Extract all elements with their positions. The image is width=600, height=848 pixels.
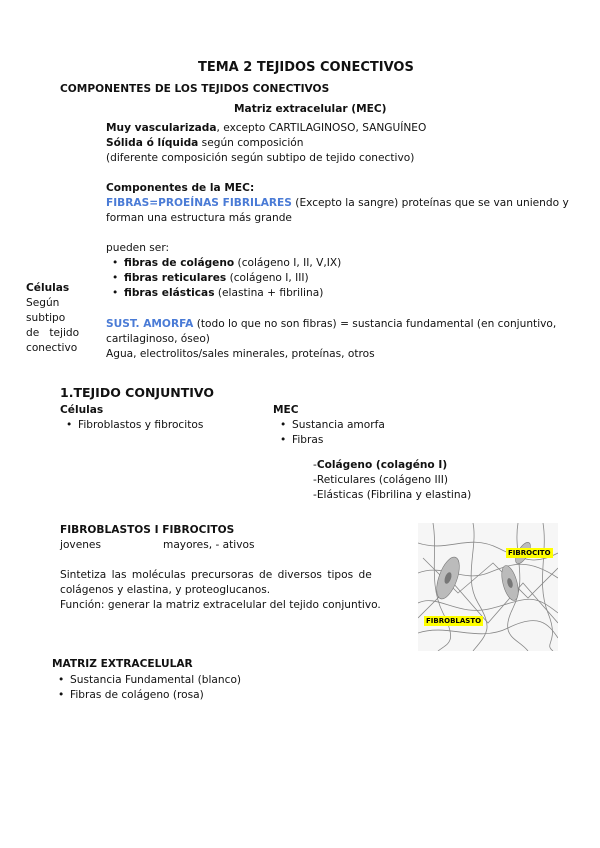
section1-cells-heading: Células [60,404,104,416]
fibrocito-label: FIBROCITO [508,549,551,557]
fibroblast-micrograph-image [418,523,558,651]
mec-property-1 [106,122,426,134]
fibro-description-1: Sintetiza las moléculas precursoras de diversos tipos de [60,569,372,581]
section1-mec-item: • Sustancia amorfa [292,419,385,431]
micrograph-drawing [418,523,558,651]
amorfa-line-2: cartilaginoso, óseo) [106,333,210,345]
fiber-type-name: fibras reticulares [124,272,227,284]
fibras-sub-prefix: - [313,459,317,471]
fiber-type-detail: (colágeno I, II, V,IX) [234,257,342,269]
fibroblasto-label: FIBROBLASTO [426,617,482,625]
fiber-type-item [124,287,323,299]
side-cells-line: de tejido [26,327,80,339]
fibras-line-2: forman una estructura más grande [106,212,292,224]
amorfa-label: SUST. AMORFA [106,318,194,330]
fibras-label: FIBRAS=PROEÍNAS FIBRILARES [106,197,292,209]
page-title: TEMA 2 TEJIDOS CONECTIVOS [198,60,414,75]
matriz-heading: MATRIZ EXTRACELULAR [52,658,193,670]
mec-property-2-bold: Sólida ó líquida [106,137,199,149]
fibras-sub-text: Elásticas (Fibrilina y elastina) [316,489,472,501]
mec-property-2-text: según composición [198,137,304,149]
pueden-ser: pueden ser: [106,242,170,254]
matriz-item: • Fibras de colágeno (rosa) [70,689,204,701]
fiber-type-name: fibras elásticas [124,287,215,299]
side-cells-line: conectivo [26,342,78,354]
fiber-type-item [124,257,341,269]
fiber-type-detail: (elastina + fibrilina) [214,287,324,299]
mec-property-1-bold: Muy vascularizada [106,122,217,134]
fibras-sub-item [313,459,447,471]
section1-mec-item: • Fibras [292,434,323,446]
amorfa-line-3: Agua, electrolitos/sales minerales, proteínas, otros [106,348,375,360]
section1-mec-heading: MEC [273,404,299,416]
mec-property-2 [106,137,304,149]
section1-heading: 1.TEJIDO CONJUNTIVO [60,385,214,400]
fiber-type-name: fibras de colágeno [124,257,235,269]
side-cells-line: Según [26,297,60,309]
side-cells-heading: Células [26,282,70,294]
fibras-sub-prefix: - [313,474,317,486]
matriz-item: • Sustancia Fundamental (blanco) [70,674,241,686]
fibro-function: Función: generar la matriz extracelular del tejido conjuntivo. [60,599,381,611]
mec-heading: Matriz extracelular (MEC) [234,103,387,115]
mec-components-heading: Componentes de la MEC: [106,182,255,194]
fibras-sub-item [313,489,471,501]
amorfa-text: (todo lo que no son fibras) = sustancia fundamental (en conjuntivo, [193,318,557,330]
fibro-col-mayores: mayores, - ativos [163,539,255,551]
section1-cells-item: • Fibroblastos y fibrocitos [78,419,203,431]
fibras-line-1 [106,197,569,209]
amorfa-line-1 [106,318,556,330]
fibro-description-2: colágenos y elastina, y proteoglucanos. [60,584,271,596]
components-heading: COMPONENTES DE LOS TEJIDOS CONECTIVOS [60,83,330,95]
mec-property-3: (diferente composición según subtipo de tejido conectivo) [106,152,415,164]
side-cells-line: subtipo [26,312,66,324]
fibro-heading: FIBROBLASTOS I FIBROCITOS [60,524,235,536]
fibras-sub-bold: Colágeno (colagéno I) [316,459,448,471]
fibras-sub-item [313,474,448,486]
fibro-col-jovenes: jovenes [60,539,101,551]
fibras-sub-text: Reticulares (colágeno III) [316,474,449,486]
fibras-text: (Excepto la sangre) proteínas que se van uniendo y [291,197,569,209]
fiber-type-item [124,272,309,284]
mec-property-1-text: , excepto CARTILAGINOSO, SANGUÍNEO [216,122,427,134]
fibras-sub-prefix: - [313,489,317,501]
fiber-type-detail: (colágeno I, III) [226,272,309,284]
